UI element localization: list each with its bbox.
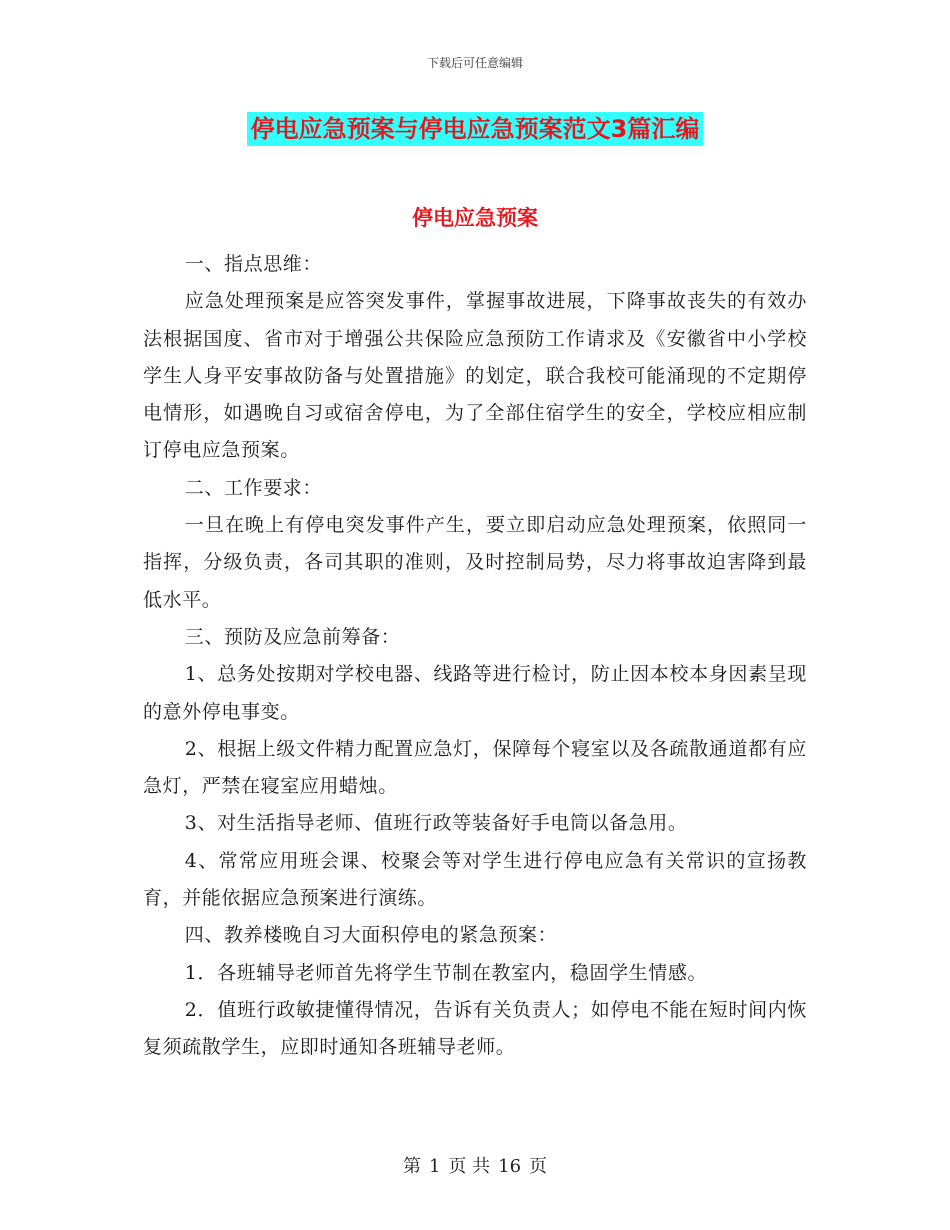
title-wrapper bbox=[0, 112, 950, 146]
list-item: 1．各班辅导老师首先将学生节制在教室内，稳固学生情感。 bbox=[184, 961, 708, 984]
footer-middle: 页 共 bbox=[448, 1156, 491, 1177]
footer-suffix: 页 bbox=[529, 1156, 548, 1177]
heading-guiding-thought: 一、指点思维： bbox=[184, 253, 322, 275]
footer-prefix: 第 bbox=[402, 1156, 421, 1177]
paragraph: 应急处理预案是应答突发事件，掌握事故进展，下降事故丧失的有效办法根据国度、省市对于增强公共保险应急预防工作请求及《安徽省中小学校学生人身平安事故防备与处置措施》的划定，联合我校可能涌现的不定期停电情形，如遇晚自习或宿舍停电，为了全部住宿学生的安全，学校应相应制订停电应急预案。 bbox=[143, 290, 807, 462]
section-title: 停电应急预案 bbox=[412, 206, 538, 230]
header-note: 下载后可任意编辑 bbox=[426, 56, 523, 70]
page-footer bbox=[0, 1152, 950, 1178]
heading-work-requirements: 二、工作要求： bbox=[184, 476, 322, 499]
document-title: 停电应急预案与停电应急预案范文3篇汇编 bbox=[247, 112, 704, 146]
document-body bbox=[143, 246, 807, 1067]
list-item: 2．值班行政敏捷懂得情况，告诉有关负责人；如停电不能在短时间内恢复须疏散学生，应即时通知各班辅导老师。 bbox=[143, 998, 807, 1059]
heading-emergency-plan: 四、教养楼晚自习大面积停电的紧急预案： bbox=[184, 924, 558, 947]
paragraph: 一旦在晚上有停电突发事件产生，要立即启动应急处理预案，依照同一指挥，分级负责，各司其职的准则，及时控制局势，尽力将事故迫害降到最低水平。 bbox=[143, 514, 807, 611]
list-item: 1、总务处按期对学校电器、线路等进行检讨，防止因本校本身因素呈现的意外停电事变。 bbox=[143, 663, 807, 723]
heading-prevention: 三、预防及应急前筹备： bbox=[184, 625, 401, 648]
list-item: 4、常常应用班会课、校聚会等对学生进行停电应急有关常识的宣扬教育，并能依据应急预案进行演练。 bbox=[143, 849, 807, 910]
total-pages: 16 bbox=[498, 1156, 522, 1177]
page-number: 1 bbox=[428, 1156, 441, 1177]
list-item: 2、根据上级文件精力配置应急灯，保障每个寝室以及各疏散通道都有应急灯，严禁在寝室应用蜡烛。 bbox=[143, 737, 807, 798]
list-item: 3、对生活指导老师、值班行政等装备好手电筒以备急用。 bbox=[184, 812, 688, 835]
